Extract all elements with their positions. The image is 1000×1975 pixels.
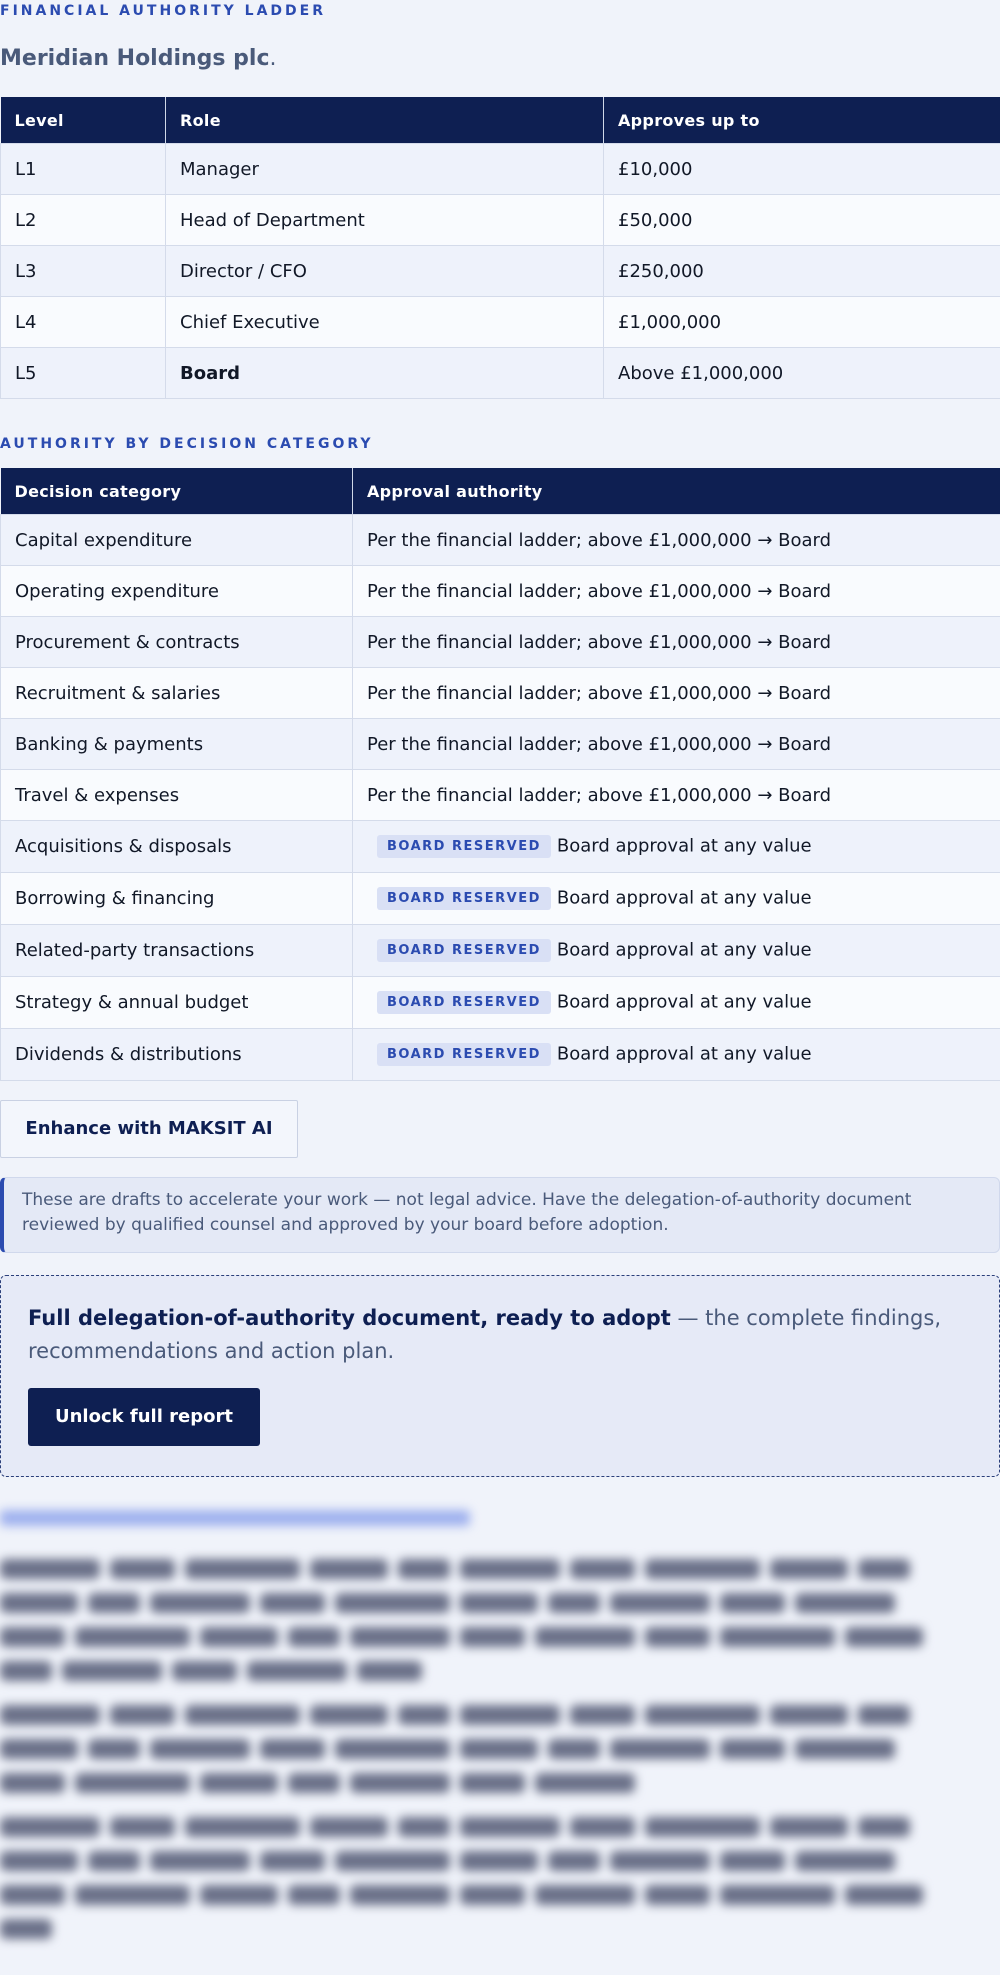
blurred-word bbox=[0, 1773, 65, 1793]
authority-cell bbox=[353, 566, 1000, 617]
blurred-word bbox=[110, 1817, 175, 1837]
authority-cell bbox=[353, 977, 1000, 1029]
board-reserved-badge: BOARD RESERVED bbox=[377, 939, 551, 962]
blurred-word bbox=[310, 1817, 388, 1837]
blurred-word bbox=[0, 1885, 65, 1905]
blurred-word bbox=[288, 1773, 340, 1793]
blurred-word bbox=[610, 1739, 710, 1759]
authority-text: Per the financial ladder; above £1,000,000 → Board bbox=[367, 733, 832, 755]
level-cell: L4 bbox=[1, 297, 166, 348]
column-header-authority: Approval authority bbox=[353, 468, 1000, 515]
company-name-text: Meridian Holdings plc bbox=[0, 46, 270, 71]
category-cell: Dividends & distributions bbox=[1, 1029, 353, 1081]
blurred-word bbox=[185, 1559, 300, 1579]
blurred-word bbox=[645, 1705, 760, 1725]
role-cell: Director / CFO bbox=[166, 246, 604, 297]
blurred-line bbox=[0, 1773, 1000, 1793]
blurred-word bbox=[0, 1817, 100, 1837]
unlock-headline-rest: — the complete findings, recommendations and action plan. bbox=[28, 1306, 942, 1363]
blurred-word bbox=[535, 1627, 635, 1647]
blurred-word bbox=[260, 1851, 325, 1871]
authority-text: Board approval at any value bbox=[556, 835, 812, 857]
category-cell: Travel & expenses bbox=[1, 770, 353, 821]
authority-text: Board approval at any value bbox=[556, 1043, 812, 1065]
company-name-suffix: . bbox=[269, 46, 277, 71]
category-cell: Banking & payments bbox=[1, 719, 353, 770]
blurred-word bbox=[460, 1705, 560, 1725]
authority-cell bbox=[353, 719, 1000, 770]
blurred-word bbox=[610, 1851, 710, 1871]
authority-text: Per the financial ladder; above £1,000,000 → Board bbox=[367, 580, 832, 602]
role-cell: Manager bbox=[166, 144, 604, 195]
blurred-word bbox=[460, 1739, 538, 1759]
blurred-word bbox=[88, 1593, 140, 1613]
board-reserved-badge: BOARD RESERVED bbox=[377, 887, 551, 910]
authority-cell bbox=[353, 515, 1000, 566]
board-reserved-badge: BOARD RESERVED bbox=[377, 991, 551, 1014]
blurred-word bbox=[335, 1593, 450, 1613]
blurred-line bbox=[0, 1661, 1000, 1681]
blurred-paragraph bbox=[0, 1817, 1000, 1939]
blurred-word bbox=[260, 1593, 325, 1613]
blurred-word bbox=[460, 1773, 525, 1793]
blurred-word bbox=[310, 1559, 388, 1579]
blurred-line bbox=[0, 1627, 1000, 1647]
blurred-word bbox=[645, 1817, 760, 1837]
blurred-paragraph bbox=[0, 1705, 1000, 1793]
blurred-word bbox=[770, 1559, 848, 1579]
blurred-word bbox=[845, 1627, 923, 1647]
authority-cell bbox=[353, 873, 1000, 925]
blurred-word bbox=[858, 1559, 910, 1579]
limit-cell: Above £1,000,000 bbox=[604, 348, 1000, 399]
blurred-word bbox=[0, 1919, 52, 1939]
authority-cell bbox=[353, 821, 1000, 873]
blurred-word bbox=[260, 1739, 325, 1759]
table-row bbox=[1, 515, 1000, 566]
blurred-word bbox=[795, 1739, 895, 1759]
blurred-word bbox=[795, 1851, 895, 1871]
blurred-word bbox=[858, 1705, 910, 1725]
limit-cell: £250,000 bbox=[604, 246, 1000, 297]
authority-cell bbox=[353, 1029, 1000, 1081]
category-cell: Borrowing & financing bbox=[1, 873, 353, 925]
level-cell: L5 bbox=[1, 348, 166, 399]
blurred-word bbox=[460, 1627, 525, 1647]
enhance-ai-button[interactable]: Enhance with MAKSIT AI bbox=[0, 1100, 298, 1158]
blurred-paragraph bbox=[0, 1559, 1000, 1681]
table-header-row bbox=[1, 468, 1000, 515]
blurred-word bbox=[720, 1851, 785, 1871]
authority-text: Per the financial ladder; above £1,000,000 → Board bbox=[367, 529, 832, 551]
blurred-word bbox=[398, 1817, 450, 1837]
blurred-line bbox=[0, 1559, 1000, 1579]
blurred-word bbox=[0, 1851, 78, 1871]
authority-ladder-table bbox=[0, 97, 1000, 399]
table-row bbox=[1, 566, 1000, 617]
blurred-line bbox=[0, 1885, 1000, 1905]
category-cell: Capital expenditure bbox=[1, 515, 353, 566]
blurred-word bbox=[310, 1705, 388, 1725]
role-cell: Head of Department bbox=[166, 195, 604, 246]
categories-kicker: AUTHORITY BY DECISION CATEGORY bbox=[0, 436, 374, 452]
table-row bbox=[1, 348, 1000, 399]
blurred-word bbox=[720, 1593, 785, 1613]
column-header-role: Role bbox=[166, 97, 604, 144]
unlock-headline-bold: Full delegation-of-authority document, ready to adopt bbox=[28, 1306, 671, 1330]
blurred-word bbox=[350, 1627, 450, 1647]
blurred-word bbox=[795, 1593, 895, 1613]
blurred-word bbox=[0, 1739, 78, 1759]
authority-text: Board approval at any value bbox=[556, 887, 812, 909]
blurred-line bbox=[0, 1739, 1000, 1759]
blurred-word bbox=[200, 1773, 278, 1793]
blurred-word bbox=[398, 1705, 450, 1725]
table-row bbox=[1, 668, 1000, 719]
blurred-word bbox=[570, 1705, 635, 1725]
authority-cell bbox=[353, 668, 1000, 719]
blurred-word bbox=[185, 1817, 300, 1837]
blurred-word bbox=[75, 1773, 190, 1793]
table-row bbox=[1, 770, 1000, 821]
table-header-row bbox=[1, 97, 1000, 144]
blurred-word bbox=[0, 1593, 78, 1613]
blurred-word bbox=[645, 1627, 710, 1647]
unlock-headline bbox=[28, 1302, 972, 1368]
authority-text: Per the financial ladder; above £1,000,000 → Board bbox=[367, 682, 832, 704]
blurred-word bbox=[548, 1851, 600, 1871]
blurred-word bbox=[570, 1559, 635, 1579]
blurred-heading bbox=[0, 1510, 470, 1526]
role-cell: Chief Executive bbox=[166, 297, 604, 348]
blurred-word bbox=[535, 1773, 635, 1793]
blurred-word bbox=[88, 1851, 140, 1871]
ladder-kicker: FINANCIAL AUTHORITY LADDER bbox=[0, 3, 326, 19]
blurred-word bbox=[110, 1559, 175, 1579]
blurred-word bbox=[247, 1661, 347, 1681]
table-row bbox=[1, 719, 1000, 770]
authority-cell bbox=[353, 770, 1000, 821]
blurred-word bbox=[62, 1661, 162, 1681]
blurred-word bbox=[460, 1885, 525, 1905]
authority-text: Per the financial ladder; above £1,000,000 → Board bbox=[367, 631, 832, 653]
unlock-report-card bbox=[0, 1275, 1000, 1477]
blurred-word bbox=[88, 1739, 140, 1759]
blurred-word bbox=[0, 1627, 65, 1647]
table-row bbox=[1, 246, 1000, 297]
blurred-word bbox=[0, 1705, 100, 1725]
blurred-line bbox=[0, 1851, 1000, 1871]
blurred-word bbox=[350, 1773, 450, 1793]
authority-text: Board approval at any value bbox=[556, 939, 812, 961]
limit-cell: £10,000 bbox=[604, 144, 1000, 195]
blurred-word bbox=[0, 1559, 100, 1579]
blurred-word bbox=[350, 1885, 450, 1905]
category-cell: Procurement & contracts bbox=[1, 617, 353, 668]
blurred-word bbox=[720, 1885, 835, 1905]
blurred-word bbox=[288, 1885, 340, 1905]
blurred-word bbox=[0, 1661, 52, 1681]
blurred-line bbox=[0, 1593, 1000, 1613]
blurred-word bbox=[398, 1559, 450, 1579]
blurred-word bbox=[845, 1885, 923, 1905]
blurred-word bbox=[75, 1885, 190, 1905]
authority-cell bbox=[353, 617, 1000, 668]
decision-category-rows bbox=[1, 515, 1000, 1081]
blurred-word bbox=[645, 1885, 710, 1905]
blurred-word bbox=[570, 1817, 635, 1837]
company-name bbox=[0, 39, 1000, 79]
role-cell-strong: Board bbox=[180, 362, 240, 384]
blurred-line bbox=[0, 1705, 1000, 1725]
board-reserved-badge: BOARD RESERVED bbox=[377, 1043, 551, 1066]
category-cell: Acquisitions & disposals bbox=[1, 821, 353, 873]
blurred-word bbox=[288, 1627, 340, 1647]
blurred-word bbox=[548, 1739, 600, 1759]
blurred-word bbox=[150, 1739, 250, 1759]
blurred-word bbox=[200, 1885, 278, 1905]
blurred-word bbox=[110, 1705, 175, 1725]
blurred-word bbox=[75, 1627, 190, 1647]
unlock-full-report-button[interactable]: Unlock full report bbox=[28, 1388, 260, 1446]
blurred-word bbox=[460, 1817, 560, 1837]
blurred-word bbox=[335, 1851, 450, 1871]
column-header-limit: Approves up to bbox=[604, 97, 1000, 144]
category-cell: Related-party transactions bbox=[1, 925, 353, 977]
table-row bbox=[1, 195, 1000, 246]
table-row bbox=[1, 925, 1000, 977]
blurred-word bbox=[548, 1593, 600, 1613]
blurred-word bbox=[150, 1851, 250, 1871]
blurred-word bbox=[770, 1705, 848, 1725]
blurred-word bbox=[610, 1593, 710, 1613]
board-reserved-badge: BOARD RESERVED bbox=[377, 835, 551, 858]
level-cell: L2 bbox=[1, 195, 166, 246]
blurred-word bbox=[720, 1627, 835, 1647]
blurred-line bbox=[0, 1817, 1000, 1837]
blurred-locked-content bbox=[0, 1510, 1000, 1939]
blurred-word bbox=[460, 1593, 538, 1613]
table-row bbox=[1, 617, 1000, 668]
table-row bbox=[1, 977, 1000, 1029]
authority-text: Per the financial ladder; above £1,000,000 → Board bbox=[367, 784, 832, 806]
table-row bbox=[1, 821, 1000, 873]
table-row bbox=[1, 1029, 1000, 1081]
blurred-word bbox=[172, 1661, 237, 1681]
table-row bbox=[1, 873, 1000, 925]
column-header-category: Decision category bbox=[1, 468, 353, 515]
limit-cell: £1,000,000 bbox=[604, 297, 1000, 348]
blurred-word bbox=[858, 1817, 910, 1837]
blurred-word bbox=[200, 1627, 278, 1647]
blurred-paragraphs bbox=[0, 1559, 1000, 1939]
blurred-word bbox=[645, 1559, 760, 1579]
authority-cell bbox=[353, 925, 1000, 977]
blurred-word bbox=[185, 1705, 300, 1725]
level-cell: L3 bbox=[1, 246, 166, 297]
category-cell: Operating expenditure bbox=[1, 566, 353, 617]
category-cell: Recruitment & salaries bbox=[1, 668, 353, 719]
authority-text: Board approval at any value bbox=[556, 991, 812, 1013]
blurred-word bbox=[150, 1593, 250, 1613]
category-cell: Strategy & annual budget bbox=[1, 977, 353, 1029]
role-cell bbox=[166, 348, 604, 399]
blurred-word bbox=[460, 1851, 538, 1871]
legal-disclaimer: These are drafts to accelerate your work — not legal advice. Have the delegation-of-authority document reviewed by qualified counsel and approved by your board before adoption. bbox=[0, 1177, 1000, 1253]
table-row bbox=[1, 297, 1000, 348]
blurred-word bbox=[357, 1661, 422, 1681]
blurred-word bbox=[335, 1739, 450, 1759]
blurred-word bbox=[535, 1885, 635, 1905]
level-cell: L1 bbox=[1, 144, 166, 195]
blurred-line bbox=[0, 1919, 1000, 1939]
table-row bbox=[1, 144, 1000, 195]
blurred-word bbox=[720, 1739, 785, 1759]
blurred-word bbox=[770, 1817, 848, 1837]
column-header-level: Level bbox=[1, 97, 166, 144]
limit-cell: £50,000 bbox=[604, 195, 1000, 246]
decision-category-table bbox=[0, 468, 1000, 1081]
blurred-word bbox=[460, 1559, 560, 1579]
